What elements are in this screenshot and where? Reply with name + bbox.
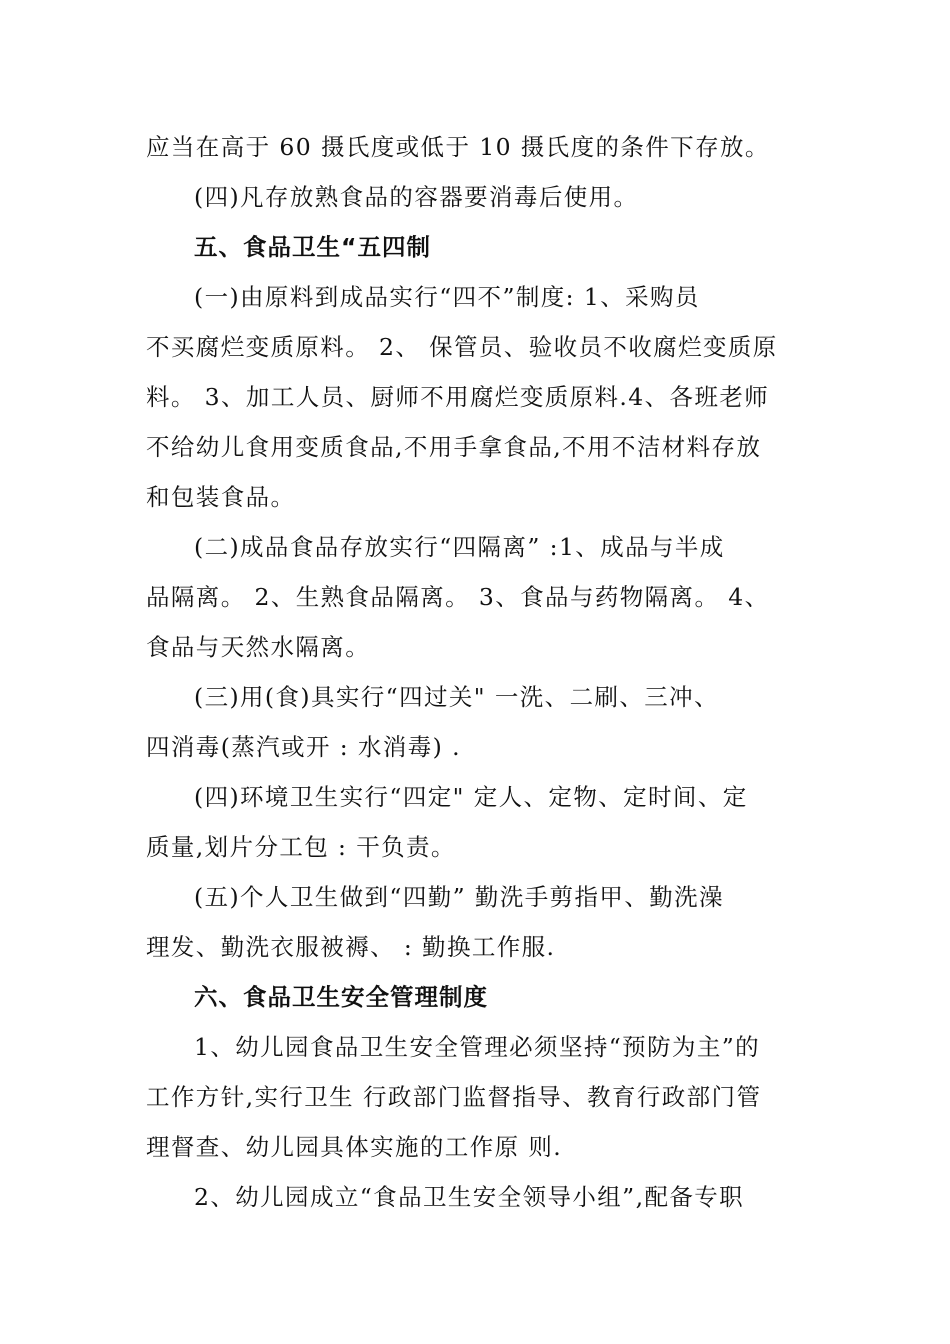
text-line: 不给幼儿食用变质食品,不用手拿食品,不用不洁材料存放 (146, 433, 762, 461)
text-line: 应当在高于 60 摄氏度或低于 10 摄氏度的条件下存放。 (146, 133, 770, 161)
text-line: 1、幼儿园食品卫生安全管理必须坚持“预防为主”的 (194, 1033, 761, 1061)
text-line: 工作方针,实行卫生 行政部门监督指导、教育行政部门管 (146, 1083, 762, 1111)
text-line: (四)凡存放熟食品的容器要消毒后使用。 (194, 183, 639, 211)
text-line: (三)用(食)具实行“四过关" 一洗、二刷、三冲、 (194, 683, 719, 711)
text-line: (一)由原料到成品实行“四不”制度: 1、采购员 (194, 283, 700, 311)
text-line: 四消毒(蒸汽或开 : 水消毒) . (146, 733, 461, 761)
document-body (146, 122, 810, 1222)
text-line: 质量,划片分工包 : 干负责。 (146, 833, 456, 861)
text-line: 食品与天然水隔离。 (146, 633, 371, 661)
text-line: (五)个人卫生做到“四勤” 勤洗手剪指甲、勤洗澡 (194, 883, 724, 911)
text-line: 和包装食品。 (146, 483, 296, 511)
text-line: 料。 3、加工人员、厨师不用腐烂变质原料.4、各班老师 (146, 383, 770, 411)
text-line: 理发、勤洗衣服被褥、 : 勤换工作服. (146, 933, 556, 961)
text-line: (四)环境卫生实行“四定" 定人、定物、定时间、定 (194, 783, 748, 811)
section-heading: 五、食品卫生“五四制 (194, 233, 431, 261)
section-heading: 六、食品卫生安全管理制度 (194, 983, 488, 1011)
text-line: (二)成品食品存放实行“四隔离” :1、成品与半成 (194, 533, 725, 561)
text-line: 理督查、幼儿园具体实施的工作原 则. (146, 1133, 563, 1161)
text-line: 2、幼儿园成立“食品卫生安全领导小组”,配备专职 (194, 1183, 745, 1211)
text-line: 品隔离。 2、生熟食品隔离。 3、食品与药物隔离。 4、 (146, 583, 770, 611)
text-line: 不买腐烂变质原料。 2、 保管员、验收员不收腐烂变质原 (146, 333, 778, 361)
